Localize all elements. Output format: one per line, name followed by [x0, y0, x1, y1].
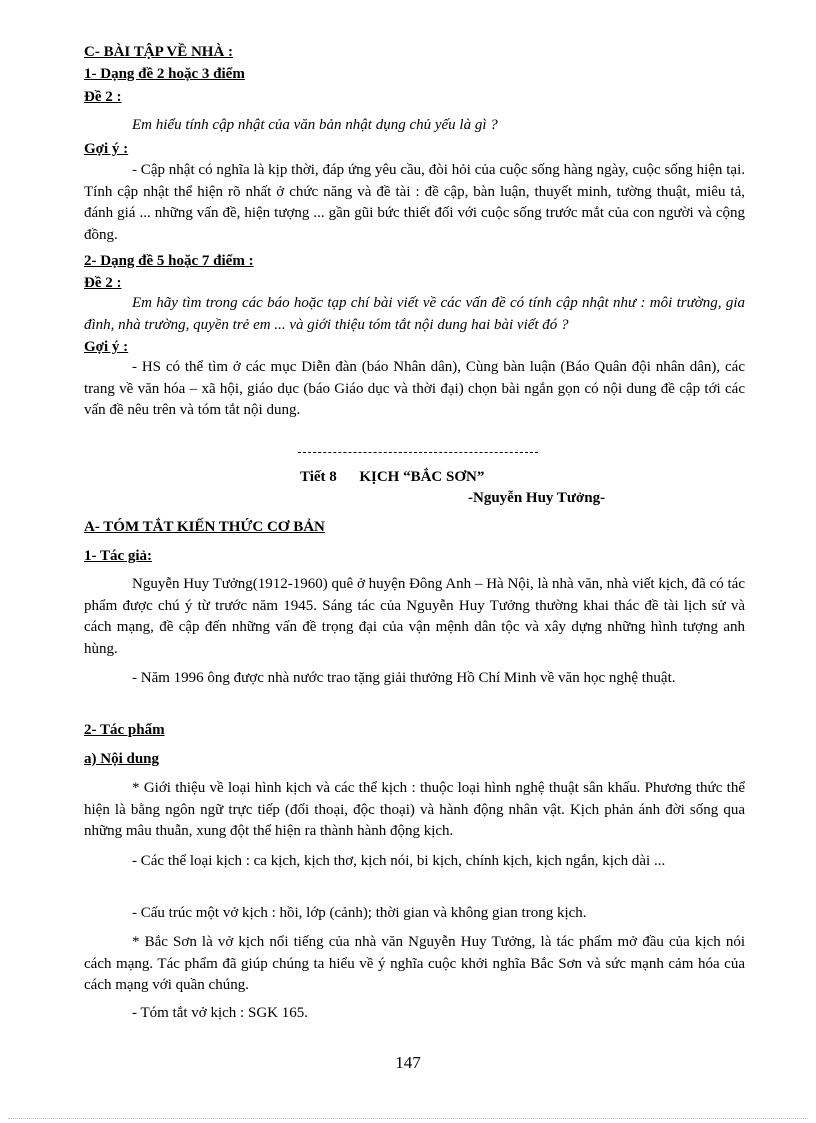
part1-de-label: Đề 2 : [84, 89, 122, 105]
tac-gia-heading: 1- Tác giả: [84, 548, 153, 564]
part1-question: Em hiểu tính cập nhật của văn bản nhật dụng chủ yếu là gì ? [132, 117, 498, 133]
noi-dung-paragraph-4: * Bắc Sơn là vở kịch nổi tiếng của nhà văn Nguyễn Huy Tưởng, là tác phẩm mở đầu của kịch nói cách mạng. Tác phẩm đã giúp chúng ta hiểu về ý nghĩa cuộc khởi nghĩa Bắc Sơn và sức mạnh cảm hóa của cách mạng với quần chúng. [84, 934, 745, 993]
tac-gia-paragraph-1: Nguyễn Huy Tưởng(1912-1960) quê ở huyện Đông Anh – Hà Nội, là nhà văn, nhà viết kịch, đã có tác phẩm được chú ý từ trước năm 1945. Sáng tác của Nguyễn Huy Tưởng thường khai thác đề tài lịch sử và cách mạng, đề cập đến những vấn đề trọng đại của vận mệnh dân tộc và xây dựng những hình tượng anh hùng. [84, 576, 745, 657]
part2-answer: - HS có thể tìm ở các mục Diễn đàn (báo Nhân dân), Cùng bàn luận (Báo Quân đội nhân dân), các trang về văn hóa – xã hội, giáo dục (báo Giáo dục và thời đại) chọn bài ngắn gọn có nội dung đề cập tới các vấn đề nêu trên và tóm tắt nội dung. [84, 359, 745, 418]
part1-answer: - Cập nhật có nghĩa là kịp thời, đáp ứng yêu cầu, đòi hỏi của cuộc sống hàng ngày, cuộc sống hiện tại. Tính cập nhật thể hiện rõ nhất ở chức năng và đề tài : đề cập, bàn luận, thuyết minh, tường thuật, miêu tả, đánh giá ... những vấn đề, hiện tượng ... gần gũi bức thiết đối với cuộc sống trước mắt của con người và cộng đồng. [84, 162, 745, 243]
section-c-title: C- BÀI TẬP VỀ NHÀ : [84, 44, 234, 60]
noi-dung-heading: a) Nội dung [84, 751, 160, 767]
tac-gia-paragraph-2: - Năm 1996 ông được nhà nước trao tặng giải thưởng Hồ Chí Minh về văn học nghệ thuật. [132, 670, 676, 686]
section-separator [298, 452, 538, 453]
lesson-author: -Nguyễn Huy Tưởng- [468, 490, 606, 506]
lesson-name: KỊCH “BẮC SƠN” [359, 469, 485, 485]
part2-heading: 2- Dạng đề 5 hoặc 7 điểm : [84, 253, 254, 269]
part2-de-label: Đề 2 : [84, 275, 122, 291]
bottom-border [8, 1118, 808, 1119]
lesson-title [300, 467, 484, 489]
noi-dung-paragraph-2: - Các thể loại kịch : ca kịch, kịch thơ, kịch nói, bi kịch, chính kịch, kịch ngắn, kịch dài ... [132, 853, 666, 869]
tac-pham-heading: 2- Tác phẩm [84, 722, 165, 738]
part2-goi-y-label: Gợi ý : [84, 339, 129, 355]
part1-goi-y-label: Gợi ý : [84, 141, 129, 157]
noi-dung-paragraph-1: * Giới thiệu về loại hình kịch và các thể kịch : thuộc loại hình nghệ thuật sân khấu. Phương thức thể hiện là bằng ngôn ngữ trực tiếp (đối thoại, độc thoại) và hành động nhân vật. Kịch phản ánh đời sống qua những mâu thuẫn, xung đột thể hiện ra thành hành động kịch. [84, 780, 745, 839]
part2-question: Em hãy tìm trong các báo hoặc tạp chí bài viết về các vấn đề có tính cập nhật như : môi trường, gia đình, nhà trường, quyền trẻ em ... và giới thiệu tóm tắt nội dung hai bài viết đó ? [84, 295, 745, 333]
noi-dung-paragraph-3: - Cấu trúc một vở kịch : hồi, lớp (cảnh); thời gian và không gian trong kịch. [132, 905, 587, 921]
page-number: 147 [395, 1053, 421, 1072]
section-a-title: A- TÓM TẮT KIẾN THỨC CƠ BẢN [84, 519, 325, 535]
part1-heading: 1- Dạng đề 2 hoặc 3 điểm [84, 66, 245, 82]
lesson-number: Tiết 8 [300, 469, 337, 485]
noi-dung-paragraph-5: - Tóm tắt vở kịch : SGK 165. [132, 1005, 308, 1021]
